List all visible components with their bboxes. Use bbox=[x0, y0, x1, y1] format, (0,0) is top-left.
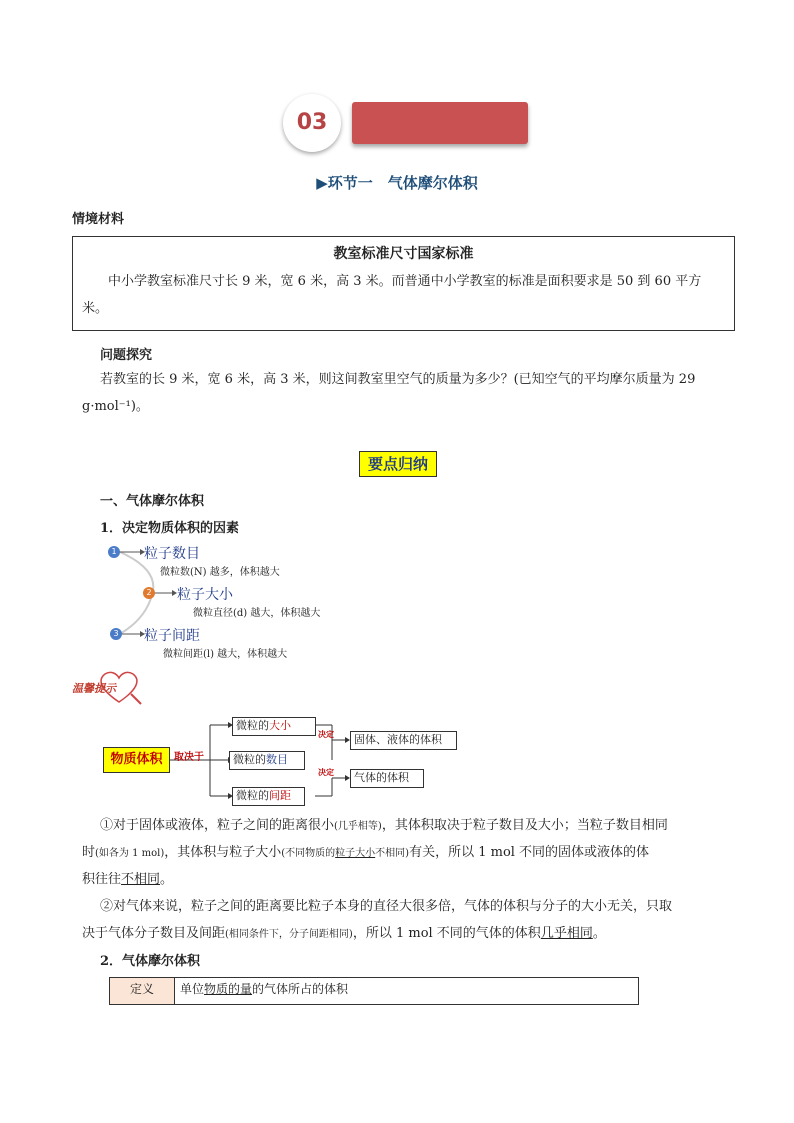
section-heading-1: 一、气体摩尔体积 bbox=[100, 494, 205, 509]
factor-desc-2: 微粒直径(d) 越大，体积越大 bbox=[193, 608, 321, 619]
question-line-1: 若教室的长 9 米，宽 6 米，高 3 米，则这间教室里空气的质量为多少？(已知空气的平均摩尔质量为 29 bbox=[100, 372, 696, 387]
factor-name-2: 粒子大小 bbox=[177, 587, 233, 603]
explain-p2-line1: ②对气体来说，粒子之间的距离要比粒子本身的直径大很多倍，气体的体积与分子的大小无关，只取 bbox=[100, 899, 673, 914]
key-points-title: 要点归纳 bbox=[359, 451, 437, 477]
definition-text: 单位物质的量的气体所占的体积 bbox=[180, 982, 349, 996]
matter-volume-box: 物质体积 bbox=[103, 747, 170, 773]
explain-p1-line3: 积往往不相同。 bbox=[82, 872, 174, 887]
definition-label: 定义 bbox=[110, 978, 175, 1004]
result-solid-liquid: 固体、液体的体积 bbox=[350, 731, 457, 750]
tip-label: 温馨提示 bbox=[72, 682, 116, 695]
depends-label: 取决于 bbox=[174, 752, 204, 763]
result-gas: 气体的体积 bbox=[350, 769, 424, 788]
material-line-2: 米。 bbox=[82, 301, 109, 316]
question-label: 问题探究 bbox=[100, 348, 153, 363]
material-title: 教室标准尺寸国家标准 bbox=[333, 246, 474, 262]
factor-dot-3: 3 bbox=[110, 628, 122, 640]
factor-desc-3: 微粒间距(l) 越大，体积越大 bbox=[163, 649, 288, 660]
section-title: ▶环节一 气体摩尔体积 bbox=[316, 174, 478, 192]
decide-label-2: 决定 bbox=[318, 767, 334, 777]
decide-label-1: 决定 bbox=[318, 729, 334, 739]
question-line-2: g·mol⁻¹)。 bbox=[82, 399, 149, 414]
explain-p1-line1: ①对于固体或液体，粒子之间的距离很小(几乎相等)，其体积取决于粒子数目及大小；当粒子数目相同 bbox=[100, 818, 668, 833]
flow-box-distance: 微粒的间距 bbox=[232, 787, 305, 806]
badge-number: 03 bbox=[296, 110, 328, 135]
subheading-2: 2．气体摩尔体积 bbox=[100, 954, 201, 969]
factor-name-1: 粒子数目 bbox=[144, 546, 200, 562]
subheading-1: 1．决定物质体积的因素 bbox=[100, 521, 240, 536]
explain-p2-line2: 决于气体分子数目及间距(相同条件下，分子间距相同)，所以 1 mol 不同的气体的体积几乎相同。 bbox=[82, 926, 606, 941]
factor-dot-2: 2 bbox=[143, 587, 155, 599]
factor-name-3: 粒子间距 bbox=[144, 628, 200, 644]
factor-dot-1: 1 bbox=[108, 546, 120, 558]
context-label: 情境材料 bbox=[72, 212, 125, 227]
badge-bar bbox=[352, 102, 528, 144]
factor-desc-1: 微粒数(N) 越多，体积越大 bbox=[160, 567, 280, 578]
flow-box-number: 微粒的数目 bbox=[229, 751, 305, 770]
material-line-1: 中小学教室标准尺寸长 9 米，宽 6 米，高 3 米。而普通中小学教室的标准是面积要求是 50 到 60 平方 bbox=[108, 274, 702, 289]
explain-p1-line2: 时(如各为 1 mol)，其体积与粒子大小(不同物质的粒子大小不相同)有关，所以 1 mol 不同的固体或液体的体 bbox=[82, 845, 650, 860]
flow-box-size: 微粒的大小 bbox=[232, 717, 316, 736]
